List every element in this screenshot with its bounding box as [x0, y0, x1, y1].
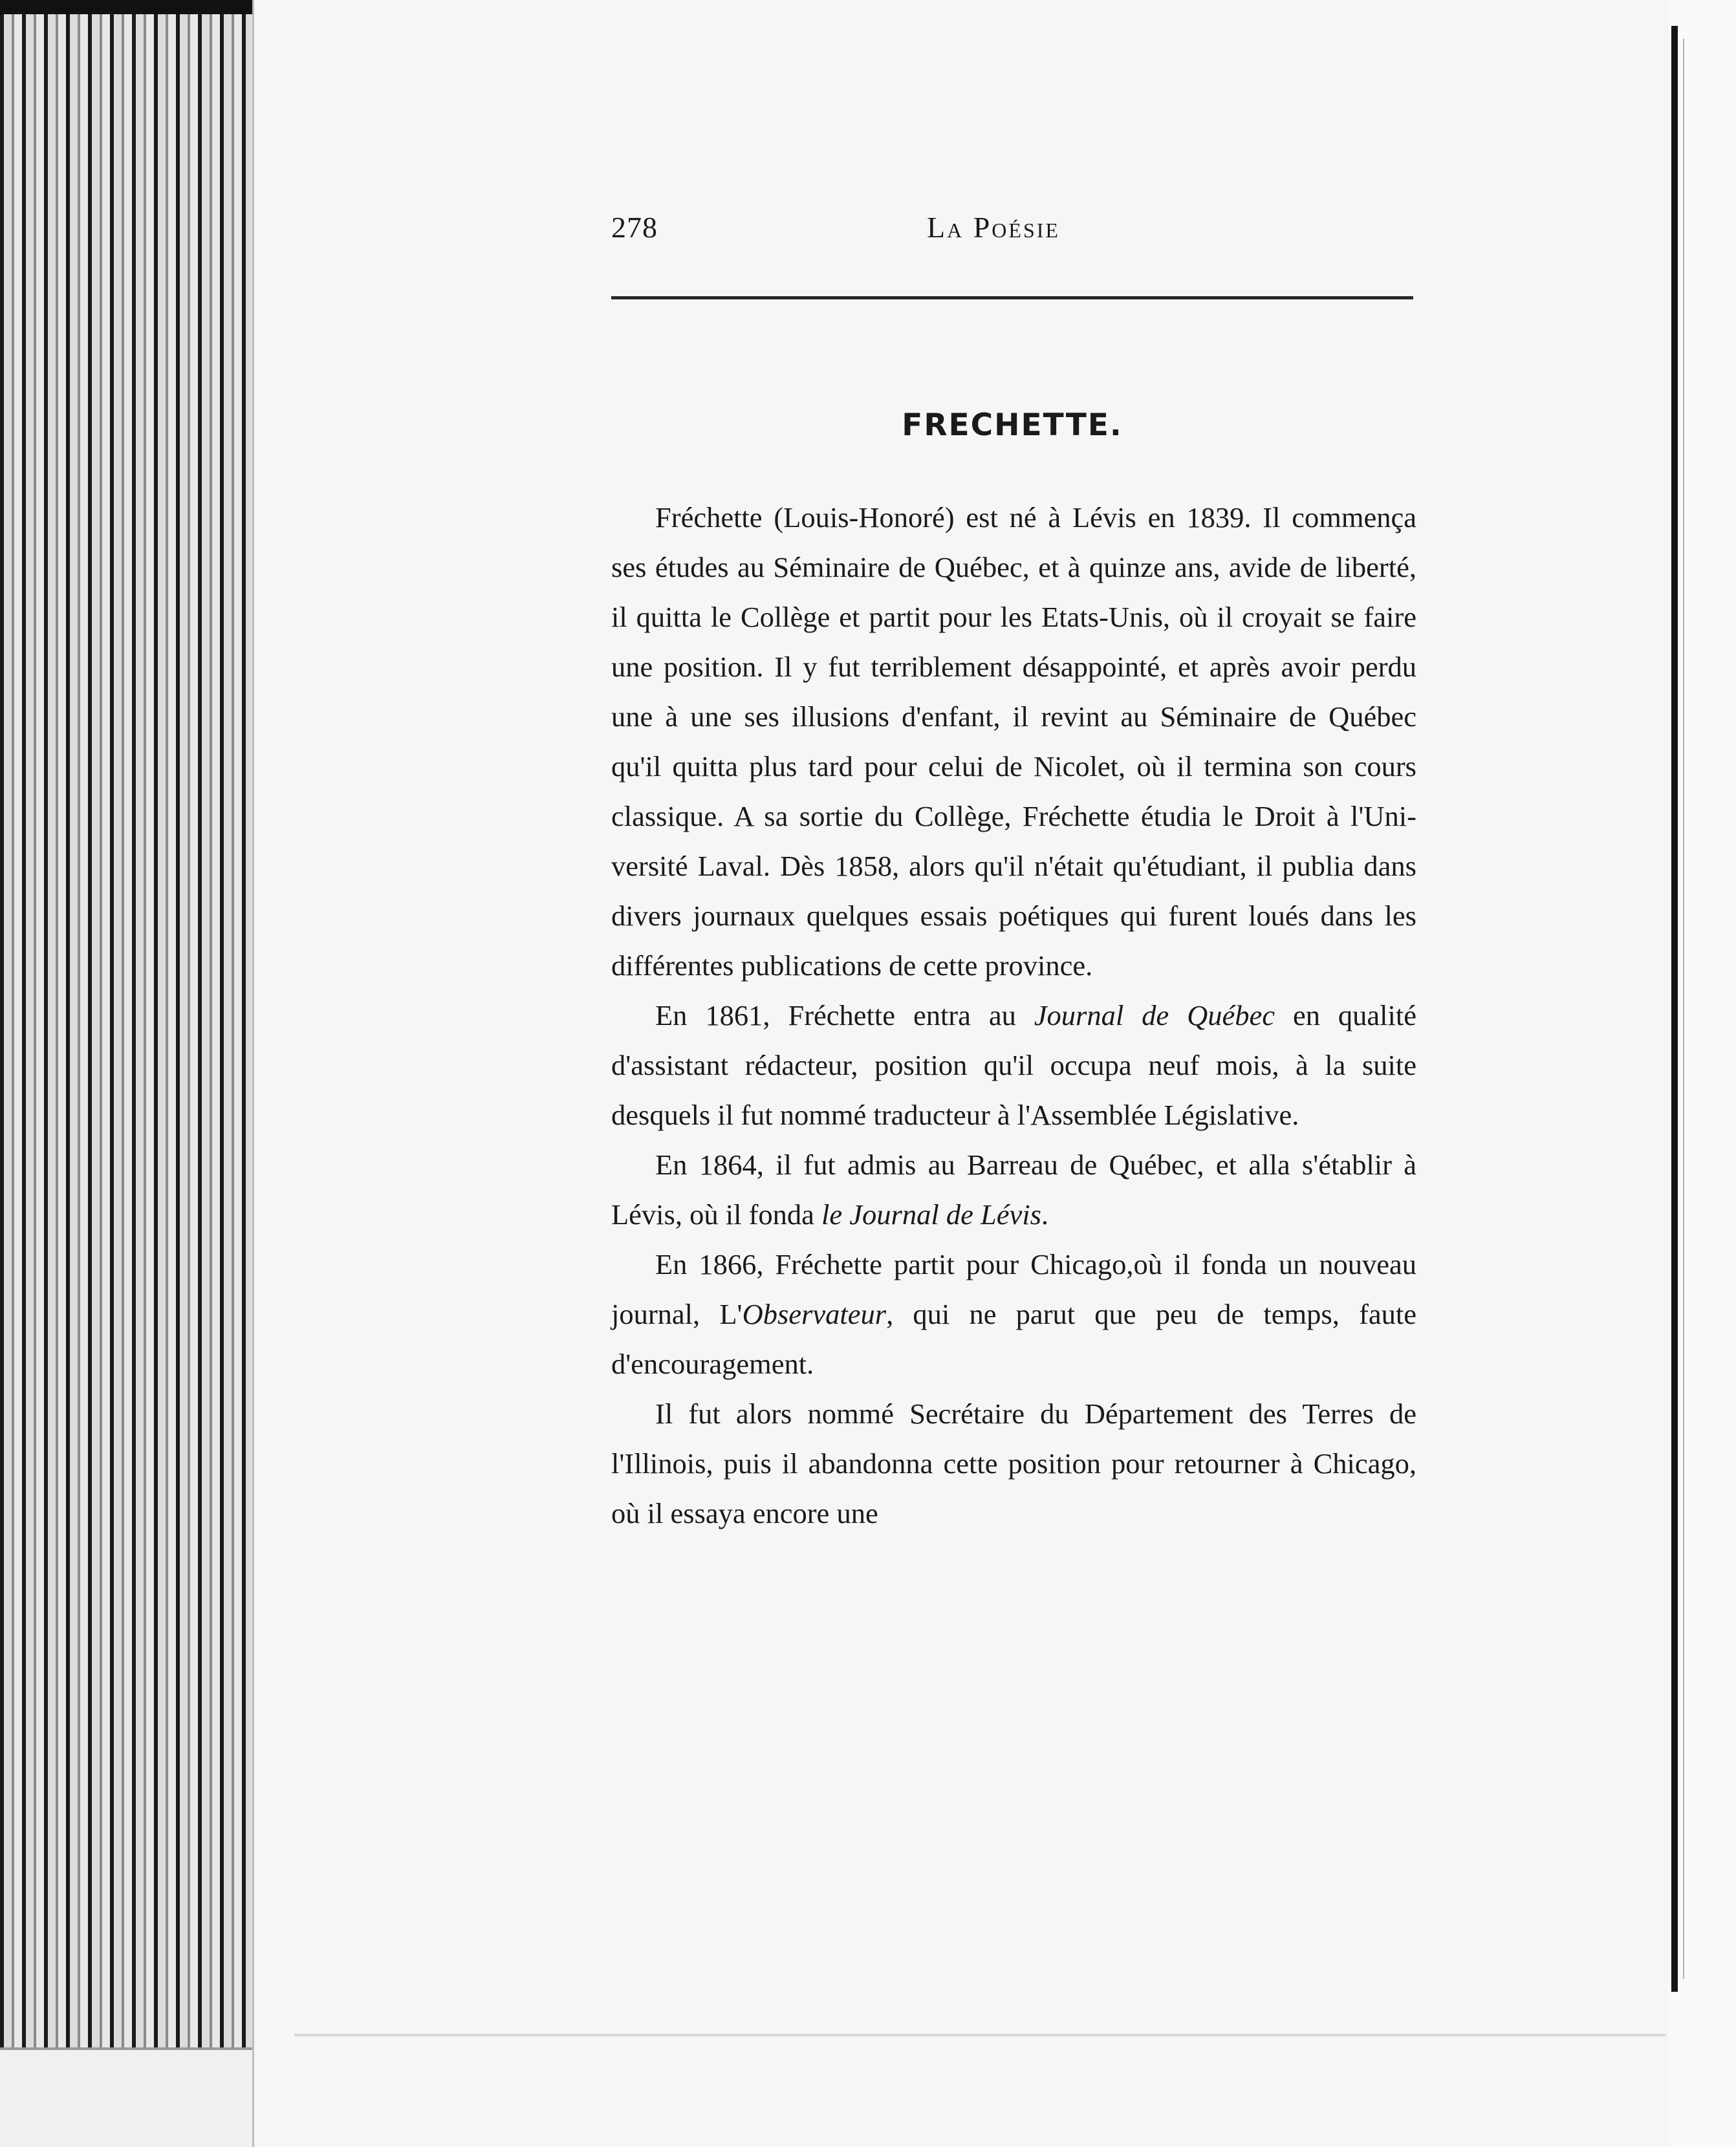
book-page-edges	[0, 0, 252, 2147]
page-number: 278	[611, 211, 658, 244]
book-edge-top	[0, 0, 252, 14]
running-head: La Poésie	[927, 211, 1060, 244]
page-bottom-edge	[294, 2034, 1665, 2036]
right-binding-rule	[1683, 39, 1684, 1979]
paragraph-3-text-b: .	[1041, 1198, 1049, 1231]
section-title: FRECHETTE.	[902, 407, 1123, 443]
right-binding	[1669, 0, 1736, 2147]
paragraph-4	[611, 1240, 1416, 1389]
right-binding-shadow	[1671, 26, 1678, 1992]
journal-title-quebec: Journal de Québec	[1034, 999, 1275, 1031]
paragraph-2-text-a: En 1861, Fréchette entra au	[655, 999, 1034, 1031]
paragraph-1: Fréchette (Louis-Honoré) est né à Lévis en 1839. Il commença ses études au Séminaire de Québec, et à quinze ans, avide de liberté, il quitta le Collège et partit pour les Etats-Unis, où il croyait se faire une position. Il y fut terriblement désappointé, et après avoir perdu une à une ses illusions d'enfant, il revint au Séminaire de Québec qu'il quitta plus tard pour celui de Nicolet, où il termina son cours classique. A sa sortie du Collège, Fréchette étudia le Droit à l'Université Laval. Dès 1858, alors qu'il n'était qu'étudiant, il publia dans divers journaux quelques essais poétiques qui furent loués dans les différentes publications de cette province.	[611, 501, 1416, 982]
journal-title-observateur: Observateur	[742, 1298, 887, 1330]
journal-title-levis: le Journal de Lévis	[821, 1198, 1041, 1231]
paragraph-4-text-a: En 1866, Fréchette partit pour Chicago,où il fonda un nouveau journal, L'	[611, 1248, 1416, 1330]
paragraph-3	[611, 1140, 1416, 1240]
body-text	[611, 493, 1416, 1538]
header-rule	[611, 296, 1413, 299]
paragraph-2-text-b: en qualité d'assistant rédacteur, position qu'il occupa neuf mois, à la suite desquels il fut nommé traducteur à l'Assemblée Législative.	[611, 999, 1416, 1131]
book-edge-bottom	[0, 2047, 252, 2147]
paragraph-3-text-a: En 1864, il fut admis au Barreau de Québec, et alla s'établir à Lévis, où il fonda	[611, 1149, 1416, 1231]
paragraph-2	[611, 991, 1416, 1140]
page-header	[611, 210, 1413, 249]
paragraph-4-text-b: , qui ne parut que peu de temps, faute d'encouragement.	[611, 1298, 1416, 1380]
paragraph-5: Il fut alors nommé Secrétaire du Département des Terres de l'Illinois, puis il abandonna cette position pour retourner à Chicago, où il essaya encore une	[611, 1397, 1416, 1529]
